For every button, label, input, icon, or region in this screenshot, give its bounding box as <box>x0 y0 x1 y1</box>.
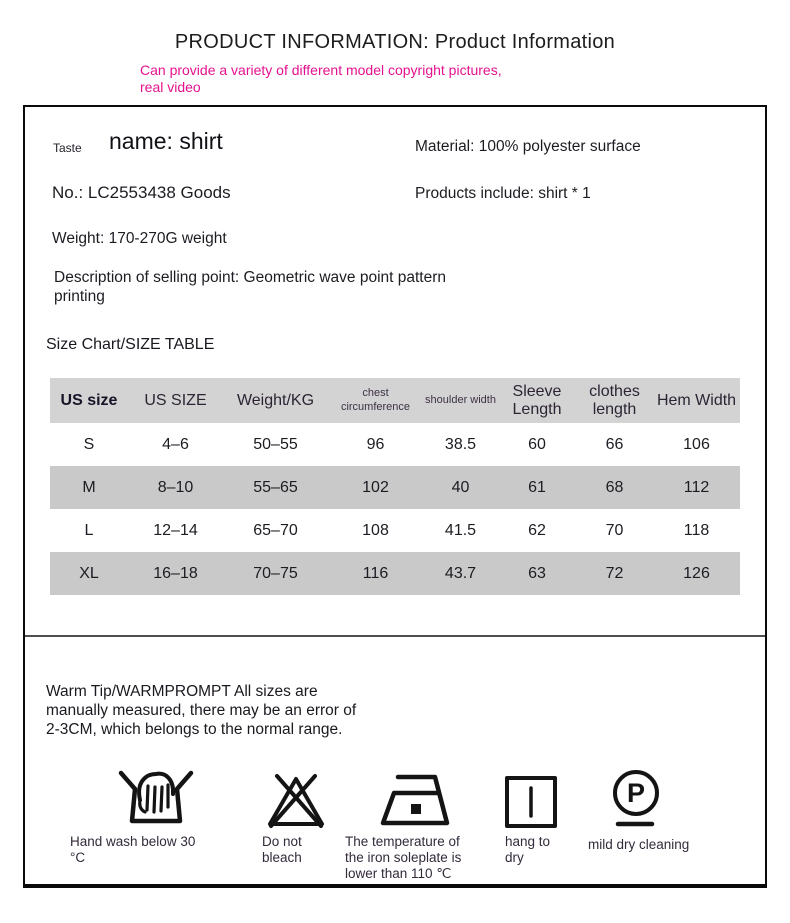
column-header-sleeve: Sleeve Length <box>498 378 576 423</box>
table-cell: 63 <box>498 552 576 595</box>
table-cell: 102 <box>328 466 423 509</box>
table-cell: 116 <box>328 552 423 595</box>
table-cell: 50–55 <box>253 435 298 453</box>
warm-tip-line-1: Warm Tip/WARMPROMPT All sizes are <box>46 683 318 700</box>
table-cell: 70 <box>605 521 624 539</box>
svg-text:P: P <box>626 778 646 808</box>
do-not-bleach-icon <box>265 772 327 830</box>
table-cell: 126 <box>653 552 740 595</box>
table-cell: 60 <box>528 435 546 453</box>
column-header-clothes-length: clothes length <box>576 378 653 423</box>
column-header-shoulder: shoulder width <box>423 378 498 423</box>
section-divider <box>25 635 765 637</box>
table-row-m <box>50 466 740 509</box>
table-cell: 55–65 <box>223 466 328 509</box>
care-label-iron-temperature: The temperature of the iron soleplate is lower than 110 ℃ <box>345 834 462 881</box>
products-include-text: Products include: shirt * 1 <box>415 185 591 202</box>
size-chart-heading: Size Chart/SIZE TABLE <box>46 336 215 353</box>
table-cell: 65–70 <box>253 521 298 539</box>
table-cell: 112 <box>653 466 740 509</box>
table-cell: 61 <box>498 466 576 509</box>
subtitle-line-1: Can provide a variety of different model copyright pictures, <box>140 62 502 78</box>
column-header-chest: chest circumference <box>328 378 423 423</box>
selling-point-line-1: Description of selling point: Geometric wave point pattern <box>54 269 447 286</box>
table-cell: 62 <box>528 521 546 539</box>
warm-tip-line-3: 2-3CM, which belongs to the normal range. <box>46 720 343 738</box>
warm-tip <box>46 683 356 740</box>
material-text: Material: 100% polyester surface <box>415 138 641 155</box>
table-row-xl <box>50 552 740 595</box>
hand-wash-icon <box>116 764 196 830</box>
table-cell: M <box>50 466 128 509</box>
table-cell: 70–75 <box>223 552 328 595</box>
column-header-hem-width: Hem Width <box>653 378 740 423</box>
column-header-us-size: US size <box>50 378 128 423</box>
size-table <box>50 378 740 595</box>
table-cell: 12–14 <box>153 521 198 539</box>
mild-dry-cleaning-icon <box>604 768 668 830</box>
table-cell: 68 <box>576 466 653 509</box>
table-cell: L <box>84 521 94 539</box>
selling-point-line-2: printing <box>54 288 105 306</box>
table-cell: 108 <box>362 521 389 539</box>
table-cell: S <box>83 435 95 453</box>
subtitle-line-2: real video <box>140 78 201 95</box>
table-cell: 66 <box>605 435 624 453</box>
table-row-l <box>50 509 740 552</box>
table-cell: 96 <box>366 435 385 453</box>
table-cell: 16–18 <box>128 552 223 595</box>
table-cell: 4–6 <box>162 435 189 453</box>
subtitle-note <box>140 62 600 95</box>
care-label-do-not-bleach: Do not bleach <box>262 834 302 865</box>
table-row-s <box>50 423 740 466</box>
table-cell: 38.5 <box>444 435 477 453</box>
size-table-header-row <box>50 378 740 423</box>
selling-point <box>54 268 494 307</box>
table-cell: 8–10 <box>128 466 223 509</box>
table-cell: 40 <box>423 466 498 509</box>
care-label-hand-wash: Hand wash below 30 °C <box>70 834 196 865</box>
taste-label: Taste <box>53 141 82 155</box>
table-cell: 72 <box>576 552 653 595</box>
product-name: name: shirt <box>109 128 223 154</box>
column-header-us-size-2: US SIZE <box>128 378 223 423</box>
iron-low-temperature-icon <box>378 768 452 830</box>
table-cell: 118 <box>683 521 710 539</box>
table-cell: 43.7 <box>423 552 498 595</box>
hang-to-dry-icon <box>503 774 559 830</box>
care-label-hang-to-dry: hang to dry <box>505 834 551 865</box>
care-label-mild-dry-cleaning: mild dry cleaning <box>588 837 690 852</box>
column-header-weight: Weight/KG <box>223 378 328 423</box>
table-cell: 106 <box>683 435 710 453</box>
product-number: No.: LC2553438 Goods <box>52 183 231 202</box>
page-title: PRODUCT INFORMATION: Product Information <box>174 31 616 53</box>
info-box <box>23 105 767 888</box>
table-cell: XL <box>50 552 128 595</box>
weight-text: Weight: 170-270G weight <box>52 230 227 247</box>
warm-tip-line-2: manually measured, there may be an error of <box>46 701 357 719</box>
table-cell: 41.5 <box>444 521 477 539</box>
